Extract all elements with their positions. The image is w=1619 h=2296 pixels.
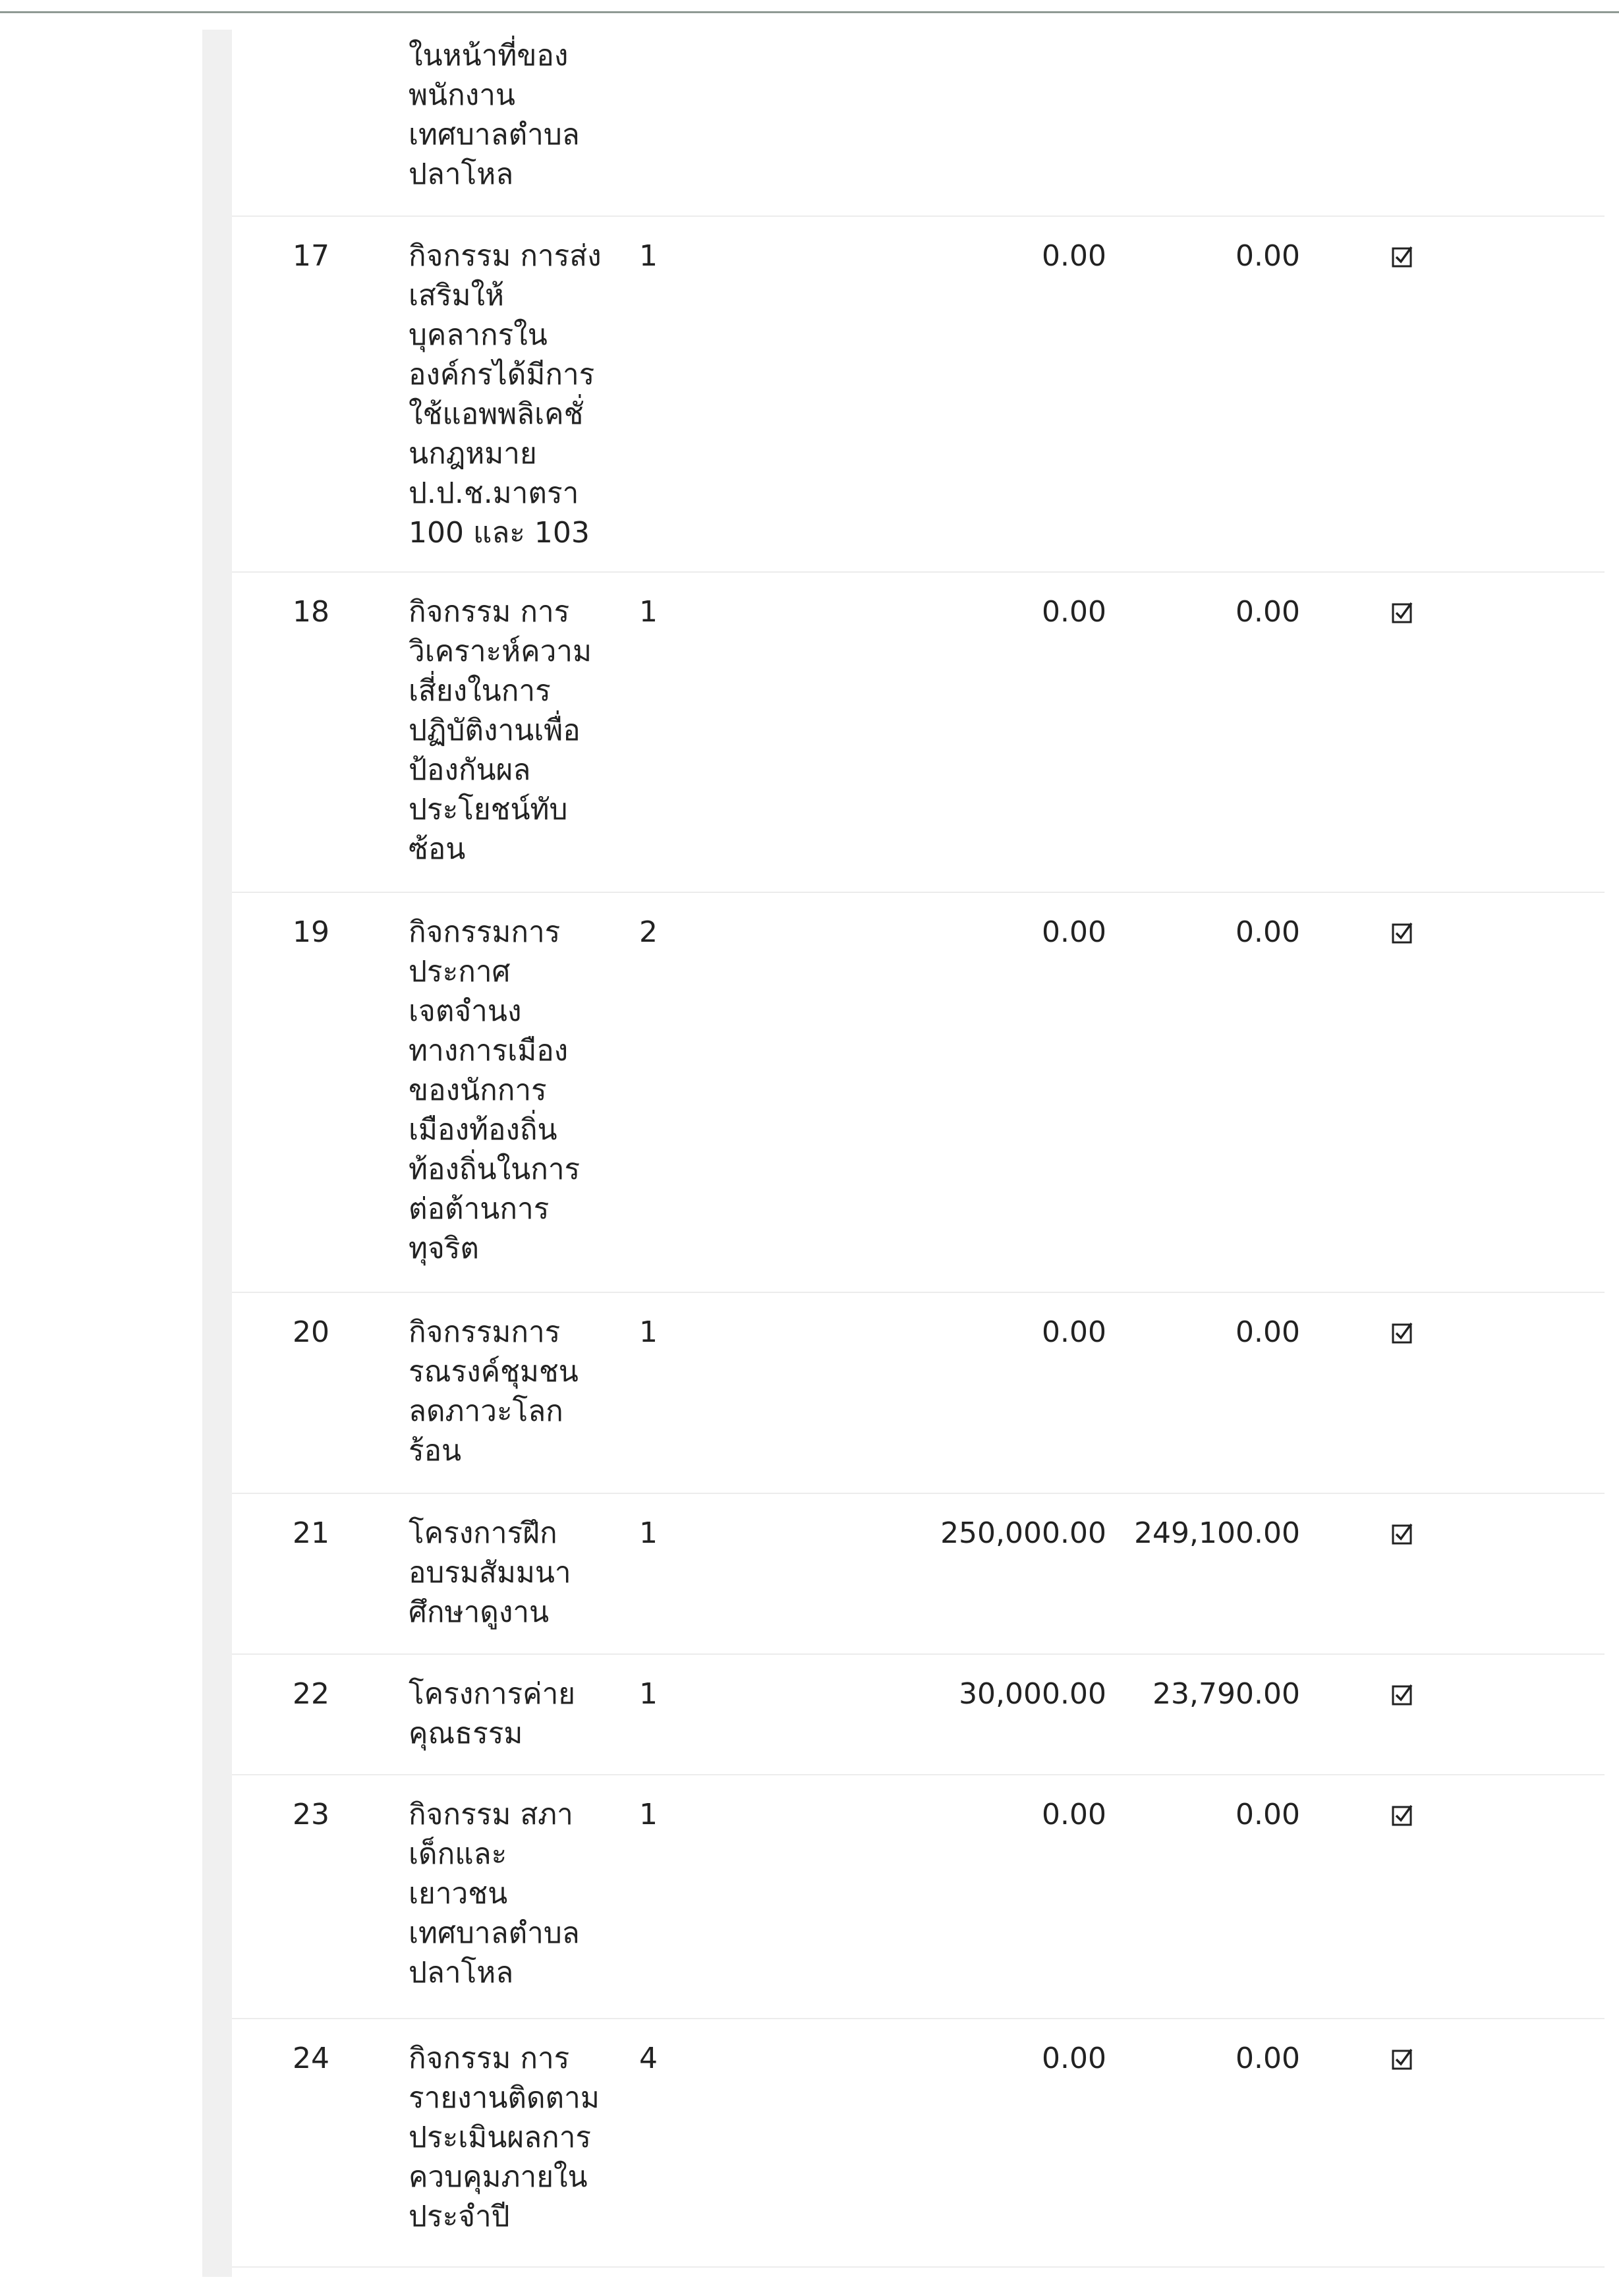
activity-name-line: กิจกรรมการ bbox=[409, 915, 561, 949]
row-number: 20 bbox=[293, 1315, 329, 1349]
activity-name-line: กิจกรรม การ bbox=[409, 2042, 570, 2075]
side-band bbox=[202, 30, 232, 2277]
budget-amount: 0.00 bbox=[1042, 1798, 1106, 1831]
activity-name-line: โครงการฝึก bbox=[409, 1516, 557, 1550]
activity-name-line: นกฎหมาย bbox=[409, 437, 537, 471]
activity-name-line: ประกาศ bbox=[409, 955, 511, 989]
table-row bbox=[232, 1655, 1605, 1775]
spent-amount: 0.00 bbox=[1236, 1798, 1300, 1831]
activity-name bbox=[409, 36, 580, 194]
quantity: 1 bbox=[639, 595, 658, 629]
row-number: 21 bbox=[293, 1516, 329, 1550]
activity-name-line: ต่อต้านการ bbox=[409, 1192, 550, 1226]
table-row bbox=[232, 1494, 1605, 1655]
spent-amount: 249,100.00 bbox=[1134, 1516, 1300, 1550]
budget-amount: 250,000.00 bbox=[940, 1516, 1106, 1550]
table-row bbox=[232, 1293, 1605, 1494]
quantity: 1 bbox=[639, 1315, 658, 1349]
activity-name-line: ประจำปี bbox=[409, 2200, 510, 2233]
table-row bbox=[232, 573, 1605, 893]
activity-name-line: กิจกรรม สภา bbox=[409, 1798, 573, 1831]
activity-name-line: รณรงค์ชุมชน bbox=[409, 1355, 579, 1389]
checkbox-checked-icon bbox=[1389, 1675, 1415, 1714]
activity-name-line: เทศบาลตำบล bbox=[409, 118, 580, 152]
activity-name-line: กิจกรรม การ bbox=[409, 595, 570, 629]
table-row bbox=[232, 217, 1605, 573]
table-row bbox=[232, 1775, 1605, 2019]
activity-name-line: ปลาโหล bbox=[409, 158, 514, 191]
activity-name-line: พนักงาน bbox=[409, 78, 515, 112]
checkbox-checked-icon bbox=[1389, 913, 1415, 952]
activity-name-line: ทุจริต bbox=[409, 1232, 479, 1265]
activity-name-line: ปลาโหล bbox=[409, 1956, 514, 1990]
activity-name-line: เทศบาลตำบล bbox=[409, 1916, 580, 1950]
activity-name-line: องค์กรได้มีการ bbox=[409, 358, 595, 391]
spent-amount: 0.00 bbox=[1236, 595, 1300, 629]
top-rule bbox=[0, 11, 1619, 13]
activity-name-line: ในหน้าที่ของ bbox=[409, 39, 569, 72]
activity-name-line: กิจกรรม การส่ง bbox=[409, 239, 602, 273]
activity-name-line: ใช้แอพพลิเคชั่ bbox=[409, 397, 584, 431]
activity-name-line: อบรมสัมมนา bbox=[409, 1556, 571, 1590]
spent-amount: 0.00 bbox=[1236, 915, 1300, 949]
budget-amount: 0.00 bbox=[1042, 239, 1106, 273]
budget-amount: 0.00 bbox=[1042, 2042, 1106, 2075]
activity-name bbox=[409, 592, 592, 869]
activity-name-line: เมืองท้องถิ่น bbox=[409, 1113, 557, 1147]
quantity: 1 bbox=[639, 1516, 658, 1550]
activity-name-line: ป้องกันผล bbox=[409, 753, 531, 787]
spent-amount: 23,790.00 bbox=[1152, 1677, 1300, 1711]
budget-amount: 0.00 bbox=[1042, 595, 1106, 629]
activity-name-line: รายงานติดตาม bbox=[409, 2081, 600, 2115]
activity-name-line: ท้องถิ่นในการ bbox=[409, 1153, 581, 1186]
checkbox-checked-icon bbox=[1389, 2039, 1415, 2079]
row-number: 24 bbox=[293, 2042, 329, 2075]
row-number: 17 bbox=[293, 239, 329, 273]
activity-name-line: ซ้อน bbox=[409, 832, 466, 866]
activity-name bbox=[409, 2039, 600, 2237]
activity-name-line: ของนักการ bbox=[409, 1074, 547, 1107]
activity-name-line: วิเคราะห์ความ bbox=[409, 635, 592, 668]
quantity: 4 bbox=[639, 2042, 658, 2075]
row-number: 18 bbox=[293, 595, 329, 629]
activity-name-line: เสี่ยงในการ bbox=[409, 674, 551, 708]
activity-name-line: เจตจำนง bbox=[409, 994, 522, 1028]
activity-name-line: ควบคุมภายใน bbox=[409, 2160, 588, 2194]
activity-name-line: ทางการเมือง bbox=[409, 1034, 569, 1068]
row-number: 23 bbox=[293, 1798, 329, 1831]
activity-name-line: 100 และ 103 bbox=[409, 516, 590, 550]
table-row bbox=[232, 2019, 1605, 2268]
activity-name-line: เสริมให้ bbox=[409, 279, 505, 312]
checkbox-checked-icon bbox=[1389, 237, 1415, 276]
budget-amount: 30,000.00 bbox=[959, 1677, 1106, 1711]
activity-name-line: ร้อน bbox=[409, 1434, 462, 1468]
activity-name-line: ลดภาวะโลก bbox=[409, 1394, 563, 1428]
activity-name-line: ปฏิบัติงานเพื่อ bbox=[409, 714, 581, 747]
activity-name-line: คุณธรรม bbox=[409, 1717, 523, 1750]
spent-amount: 0.00 bbox=[1236, 2042, 1300, 2075]
activity-name-line: ประเมินผลการ bbox=[409, 2121, 592, 2154]
quantity: 1 bbox=[639, 1677, 658, 1711]
activity-name bbox=[409, 1795, 580, 1993]
activity-name-line: เด็กและ bbox=[409, 1837, 507, 1871]
table-row bbox=[232, 30, 1605, 217]
activity-name bbox=[409, 913, 580, 1269]
budget-amount: 0.00 bbox=[1042, 915, 1106, 949]
activity-name-line: ประโยชน์ทับ bbox=[409, 793, 568, 826]
checkbox-checked-icon bbox=[1389, 1514, 1415, 1553]
activity-name bbox=[409, 237, 602, 553]
checkbox-checked-icon bbox=[1389, 1795, 1415, 1835]
activity-name-line: เยาวชน bbox=[409, 1877, 508, 1910]
spent-amount: 0.00 bbox=[1236, 239, 1300, 273]
checkbox-checked-icon bbox=[1389, 592, 1415, 632]
activity-name-line: บุคลากรใน bbox=[409, 318, 548, 352]
spent-amount: 0.00 bbox=[1236, 1315, 1300, 1349]
quantity: 1 bbox=[639, 239, 658, 273]
row-number: 19 bbox=[293, 915, 329, 949]
activity-name-line: ป.ป.ช.มาตรา bbox=[409, 476, 579, 510]
budget-amount: 0.00 bbox=[1042, 1315, 1106, 1349]
checkbox-checked-icon bbox=[1389, 1313, 1415, 1352]
activity-name-line: โครงการค่าย bbox=[409, 1677, 576, 1711]
activity-name-line: กิจกรรมการ bbox=[409, 1315, 561, 1349]
table-row bbox=[232, 893, 1605, 1293]
activity-name-line: ศึกษาดูงาน bbox=[409, 1595, 550, 1629]
quantity: 2 bbox=[639, 915, 658, 949]
row-number: 22 bbox=[293, 1677, 329, 1711]
activity-table bbox=[232, 30, 1605, 2268]
activity-name bbox=[409, 1313, 579, 1471]
quantity: 1 bbox=[639, 1798, 658, 1831]
activity-name bbox=[409, 1675, 575, 1754]
activity-name bbox=[409, 1514, 571, 1632]
